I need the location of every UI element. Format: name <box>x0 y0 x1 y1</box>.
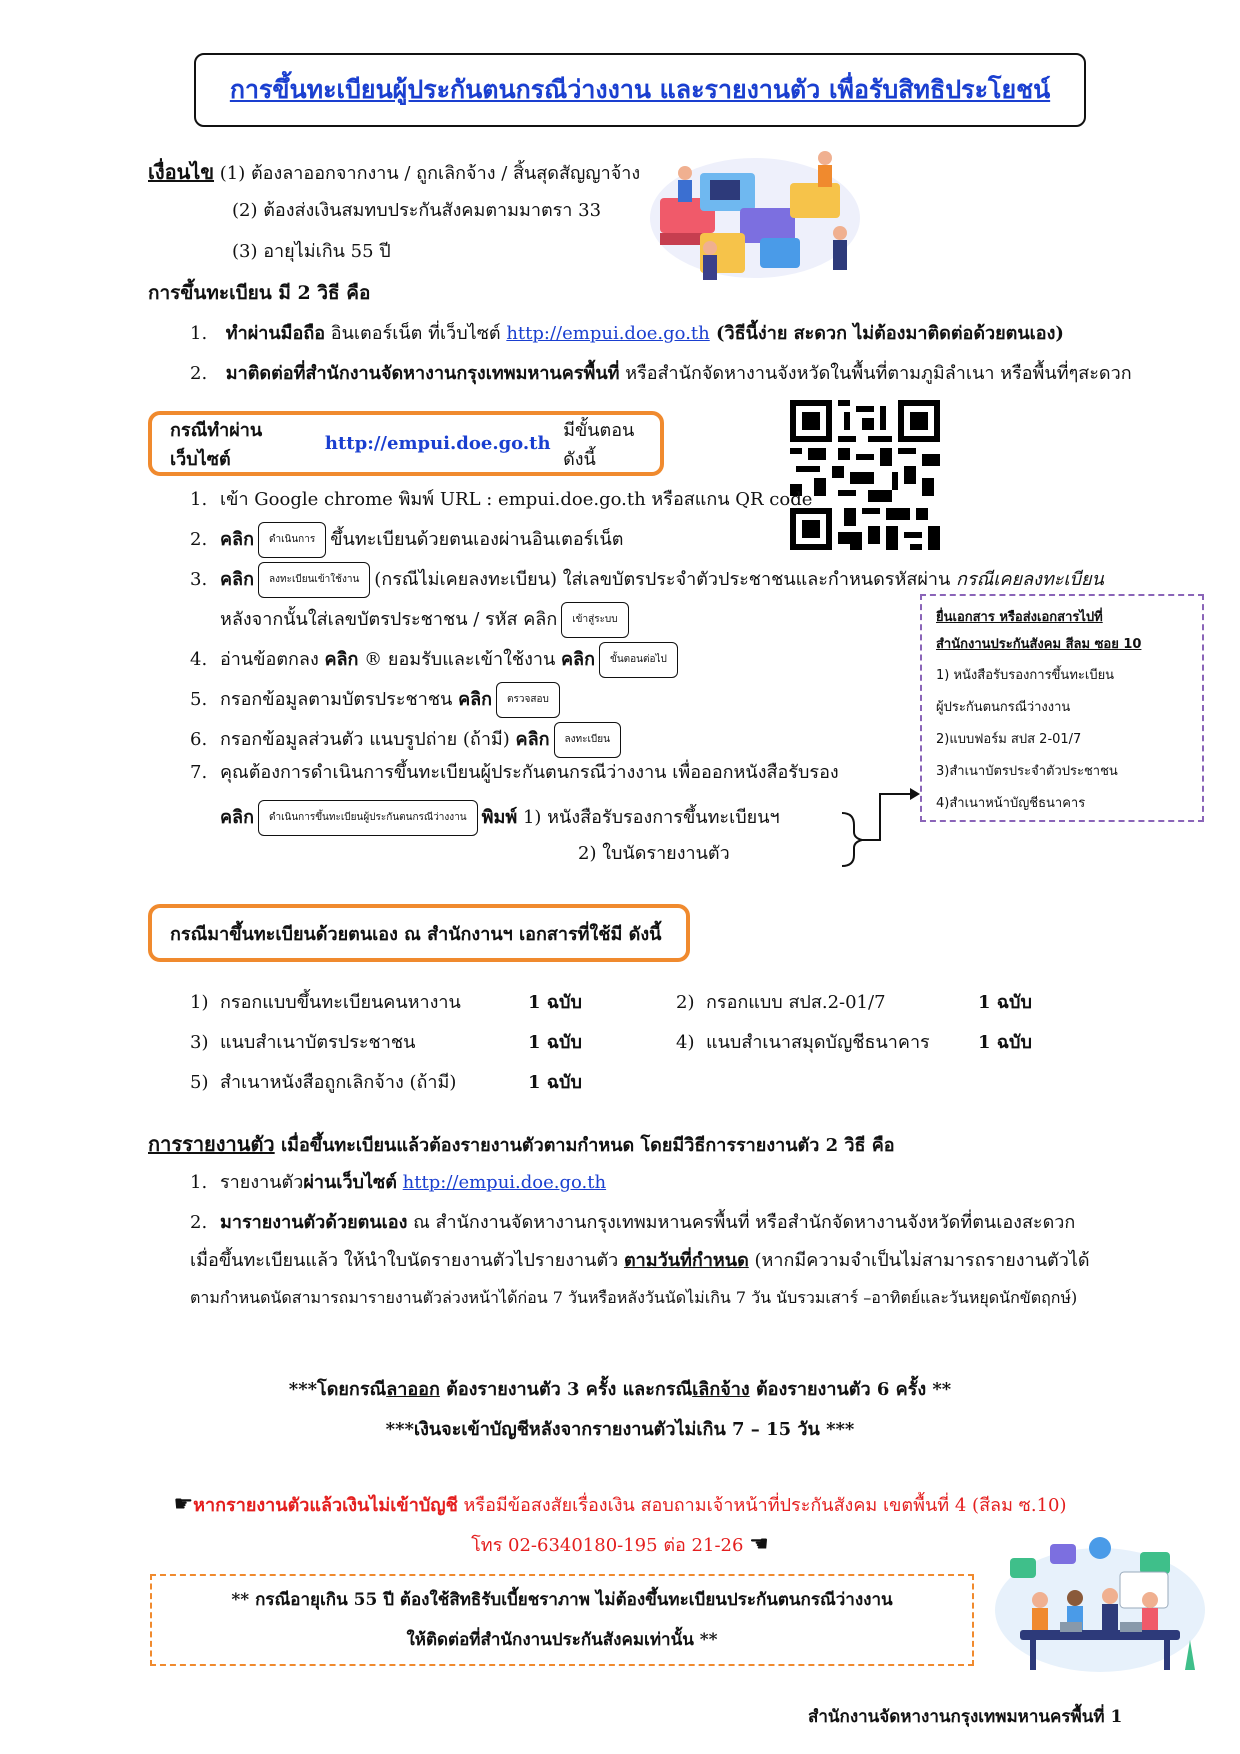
age-note-line-1: ** กรณีอายุเกิน 55 ปี ต้องใช้สิทธิรับเบี้ยชราภาพ ไม่ต้องขึ้นทะเบียนประกันตนกรณีว่างงาน <box>231 1590 893 1610</box>
submit-item: 2)แบบฟอร์ม สปส 2-01/7 <box>936 732 1082 747</box>
registration-method-2 <box>190 363 1132 385</box>
step-6 <box>190 722 625 758</box>
step-7 <box>190 762 839 784</box>
report-method-2-line-3: ตามกำหนดนัดสามารถมารายงานตัวล่วงหน้าได้ก่อน 7 วันหรือหลังวันนัดไม่เกิน 7 วัน นับรวมเสาร์ –อาทิตย์และวันหยุดนักขัตฤกษ์) <box>190 1288 1078 1307</box>
registration-method-1 <box>190 323 1064 345</box>
doc-item-1 <box>190 992 461 1014</box>
doc-number: 2) <box>676 992 695 1013</box>
age-note-line-2: ให้ติดต่อที่สำนักงานประกันสังคมเท่านั้น ** <box>406 1630 718 1650</box>
register-account-button[interactable]: ลงทะเบียนเข้าใช้งาน <box>258 562 370 598</box>
step-2 <box>190 522 623 558</box>
empui-link-1[interactable]: http://empui.doe.go.th <box>506 323 710 344</box>
title-box <box>194 53 1086 127</box>
login-button[interactable]: เข้าสู่ระบบ <box>561 602 628 638</box>
unemployment-register-button[interactable]: ดำเนินการขึ้นทะเบียนผู้ประกันตนกรณีว่างงาน <box>258 800 478 836</box>
report-1-number: 1. <box>190 1172 208 1193</box>
web-case-text-a: กรณีทำผ่านเว็บไซต์ <box>170 419 263 470</box>
step-7-click: คลิก <box>220 807 254 828</box>
note-1 <box>0 1374 1240 1403</box>
report-1-bold: ผ่านเว็บไซต์ <box>303 1172 397 1193</box>
step-3-italic: กรณีเคยลงทะเบียน <box>956 569 1104 590</box>
step-2-number: 2. <box>190 529 208 550</box>
pointing-hand-icon: ☛ <box>173 1492 194 1517</box>
condition-1: (1) ต้องลาออกจากงาน / ถูกเลิกจ้าง / สิ้นสุดสัญญาจ้าง <box>219 163 641 184</box>
doc-item-3 <box>190 1032 415 1054</box>
step-3-click: คลิก <box>220 569 254 590</box>
doc-item-5 <box>190 1072 456 1094</box>
method-1-number: 1. <box>190 323 208 344</box>
doc-qty-2: 1 ฉบับ <box>978 992 1032 1013</box>
report-2-date-bold: ตามวันที่กำหนด <box>623 1250 749 1271</box>
doc-name: สำเนาหนังสือถูกเลิกจ้าง (ถ้ามี) <box>220 1072 457 1093</box>
step-4-text-a: อ่านข้อตกลง <box>220 649 325 670</box>
doc-name: แนบสำเนาบัตรประชาชน <box>220 1032 416 1053</box>
step-5 <box>190 682 564 718</box>
method-2-number: 2. <box>190 363 208 384</box>
empui-link-2[interactable]: http://empui.doe.go.th <box>402 1172 607 1193</box>
step-7-print: พิมพ์ <box>481 807 518 828</box>
next-step-button[interactable]: ขั้นตอนต่อไป <box>599 642 678 678</box>
method-2-bold: มาติดต่อที่สำนักงานจัดหางานกรุงเทพมหานครพื้นที่ <box>225 363 620 384</box>
report-2-text-b2: (หากมีความจำเป็นไม่สามารถรายงานตัวได้ <box>748 1250 1090 1271</box>
step-6-text: กรอกข้อมูลส่วนตัว แนบรูปถ่าย (ถ้ามี) <box>220 729 516 750</box>
note-1-c: ต้องรายงานตัว 3 ครั้ง และกรณี <box>439 1379 693 1400</box>
conditions-label: เงื่อนไข <box>148 160 215 184</box>
method-1-bold: ทำผ่านมือถือ <box>225 323 326 344</box>
step-4-number: 4. <box>190 649 208 670</box>
doc-item-2 <box>676 992 886 1014</box>
report-method-1 <box>190 1172 606 1194</box>
submit-item: ผู้ประกันตนกรณีว่างงาน <box>936 700 1071 715</box>
step-3-number: 3. <box>190 569 208 590</box>
step-3-continued <box>220 602 633 638</box>
doc-name: กรอกแบบขึ้นทะเบียนคนหางาน <box>220 992 461 1013</box>
meeting-illustration <box>990 1530 1210 1680</box>
report-2-bold: มารายงานตัวด้วยตนเอง <box>220 1212 408 1233</box>
submit-item: 3)สำเนาบัตรประจำตัวประชาชน <box>936 764 1118 779</box>
step-5-number: 5. <box>190 689 208 710</box>
condition-2: (2) ต้องส่งเงินสมทบประกันสังคมตามมาตรา 33 <box>232 200 602 221</box>
step-1-number: 1. <box>190 489 208 510</box>
verify-button[interactable]: ตรวจสอบ <box>496 682 560 718</box>
contact-bold: หากรายงานตัวแล้วเงินไม่เข้าบัญชี <box>193 1495 458 1516</box>
step-3-text-c: หลังจากนั้นใส่เลขบัตรประชาชน / รหัส คลิก <box>220 609 558 630</box>
web-case-box <box>148 411 664 476</box>
contact-phone[interactable]: โทร 02-6340180-195 ต่อ 21-26 <box>471 1535 744 1556</box>
doc-qty-5: 1 ฉบับ <box>528 1072 582 1093</box>
contact-line <box>0 1490 1240 1519</box>
note-1-resign: ลาออก <box>386 1379 440 1400</box>
step-7-number: 7. <box>190 762 208 783</box>
submit-item: 4)สำเนาหน้าบัญชีธนาคาร <box>936 796 1086 811</box>
doc-name: กรอกแบบ สปส.2-01/7 <box>706 992 886 1013</box>
bracket-arrow-icon <box>840 780 930 880</box>
web-case-text-b: มีขั้นตอนดังนี้ <box>563 419 635 470</box>
step-5-text: กรอกข้อมูลตามบัตรประชาชน <box>220 689 459 710</box>
step-7-print-1: 1) หนังสือรับรองการขึ้นทะเบียนฯ <box>517 807 780 828</box>
step-7-print-2: 2) ใบนัดรายงานตัว <box>578 843 730 864</box>
page-title: การขึ้นทะเบียนผู้ประกันตนกรณีว่างงาน และรายงานตัว เพื่อรับสิทธิประโยชน์ <box>229 75 1051 104</box>
step-3 <box>190 562 1104 598</box>
note-1-terminated: เลิกจ้าง <box>692 1379 750 1400</box>
doc-name: แนบสำเนาสมุดบัญชีธนาคาร <box>706 1032 930 1053</box>
contact-text: หรือมีข้อสงสัยเรื่องเงิน สอบถามเจ้าหน้าที่ประกันสังคม เขตพื้นที่ 4 (สีลม ซ.10) <box>457 1495 1067 1516</box>
web-case-link[interactable]: http://empui.doe.go.th <box>324 433 551 454</box>
doc-number: 5) <box>190 1072 209 1093</box>
doc-number: 3) <box>190 1032 209 1053</box>
conditions-line-1 <box>148 160 640 185</box>
report-label: การรายงานตัว <box>148 1132 275 1156</box>
office-case-text: กรณีมาขึ้นทะเบียนด้วยตนเอง ณ สำนักงานฯ เอกสารที่ใช้มี ดังนี้ <box>170 923 662 945</box>
step-3-text: (กรณีไม่เคยลงทะเบียน) ใส่เลขบัตรประจำตัวประชาชนและกำหนดรหัสผ่าน <box>374 569 957 590</box>
condition-3: (3) อายุไม่เกิน 55 ปี <box>232 241 391 262</box>
step-7-text: คุณต้องการดำเนินการขึ้นทะเบียนผู้ประกันตนกรณีว่างงาน เพื่อออกหนังสือรับรอง <box>220 762 839 783</box>
doc-item-4 <box>676 1032 930 1054</box>
report-2-number: 2. <box>190 1212 208 1233</box>
doc-qty-1: 1 ฉบับ <box>528 992 582 1013</box>
step-4-text-c: ® ยอมรับและเข้าใช้งาน <box>358 649 562 670</box>
step-2-click: คลิก <box>220 529 254 550</box>
pointing-hand-icon: ☚ <box>749 1532 769 1557</box>
step-6-click: คลิก <box>515 729 550 750</box>
step-4-click-2: คลิก <box>561 649 595 670</box>
step-4-click: คลิก <box>324 649 359 670</box>
proceed-button[interactable]: ดำเนินการ <box>258 522 326 558</box>
note-1-a: ***โดยกรณี <box>288 1379 387 1400</box>
doc-qty-3: 1 ฉบับ <box>528 1032 582 1053</box>
report-2-text-b: เมื่อขึ้นทะเบียนแล้ว ให้นำใบนัดรายงานตัวไปรายงานตัว <box>190 1250 624 1271</box>
doc-qty-4: 1 ฉบับ <box>978 1032 1032 1053</box>
note-1-e: ต้องรายงานตัว 6 ครั้ง ** <box>749 1379 952 1400</box>
step-7-continued <box>220 800 780 836</box>
step-2-text: ขึ้นทะเบียนด้วยตนเองผ่านอินเตอร์เน็ต <box>330 529 624 550</box>
registration-heading: การขึ้นทะเบียน มี 2 วิธี คือ <box>148 282 371 304</box>
step-5-click: คลิก <box>458 689 493 710</box>
method-1-suffix: (วิธีนี้ง่าย สะดวก ไม่ต้องมาติดต่อด้วยตนเอง) <box>709 323 1064 344</box>
register-button[interactable]: ลงทะเบียน <box>554 722 621 758</box>
submit-heading: ยื่นเอกสาร หรือส่งเอกสารไปที่ <box>936 610 1103 625</box>
submit-documents-box <box>920 594 1204 822</box>
step-4 <box>190 642 682 678</box>
step-1-text: เข้า Google chrome พิมพ์ URL : empui.doe.go.th หรือสแกน QR code <box>220 489 813 510</box>
step-1 <box>190 489 812 511</box>
step-6-number: 6. <box>190 729 208 750</box>
report-1-text: รายงานตัว <box>220 1172 304 1193</box>
note-2: ***เงินจะเข้าบัญชีหลังจากรายงานตัวไม่เกิน 7 – 15 วัน *** <box>385 1419 855 1440</box>
method-2-text: หรือสำนักจัดหางานจังหวัดในพื้นที่ตามภูมิลำเนา หรือพื้นที่ๆสะดวก <box>619 363 1132 384</box>
age-note-box <box>150 1574 974 1666</box>
doc-number: 4) <box>676 1032 695 1053</box>
qr-code-icon <box>790 400 940 550</box>
report-heading-rest: เมื่อขึ้นทะเบียนแล้วต้องรายงานตัวตามกำหนด โดยมีวิธีการรายงานตัว 2 วิธี คือ <box>274 1135 895 1156</box>
teamwork-illustration <box>640 138 870 288</box>
report-2-text: ณ สำนักงานจัดหางานกรุงเทพมหานครพื้นที่ หรือสำนักจัดหางานจังหวัดที่ตนเองสะดวก <box>407 1212 1076 1233</box>
report-method-2-line-2 <box>190 1250 1090 1272</box>
footer-office: สำนักงานจัดหางานกรุงเทพมหานครพื้นที่ 1 <box>808 1707 1123 1727</box>
doc-number: 1) <box>190 992 209 1013</box>
report-heading <box>148 1132 895 1157</box>
office-case-box <box>148 904 690 962</box>
submit-heading-2: สำนักงานประกันสังคม สีลม ซอย 10 <box>936 637 1142 652</box>
submit-item: 1) หนังสือรับรองการขึ้นทะเบียน <box>936 668 1115 683</box>
method-1-text: อินเตอร์เน็ต ที่เว็บไซต์ <box>325 323 507 344</box>
report-method-2 <box>190 1212 1075 1234</box>
